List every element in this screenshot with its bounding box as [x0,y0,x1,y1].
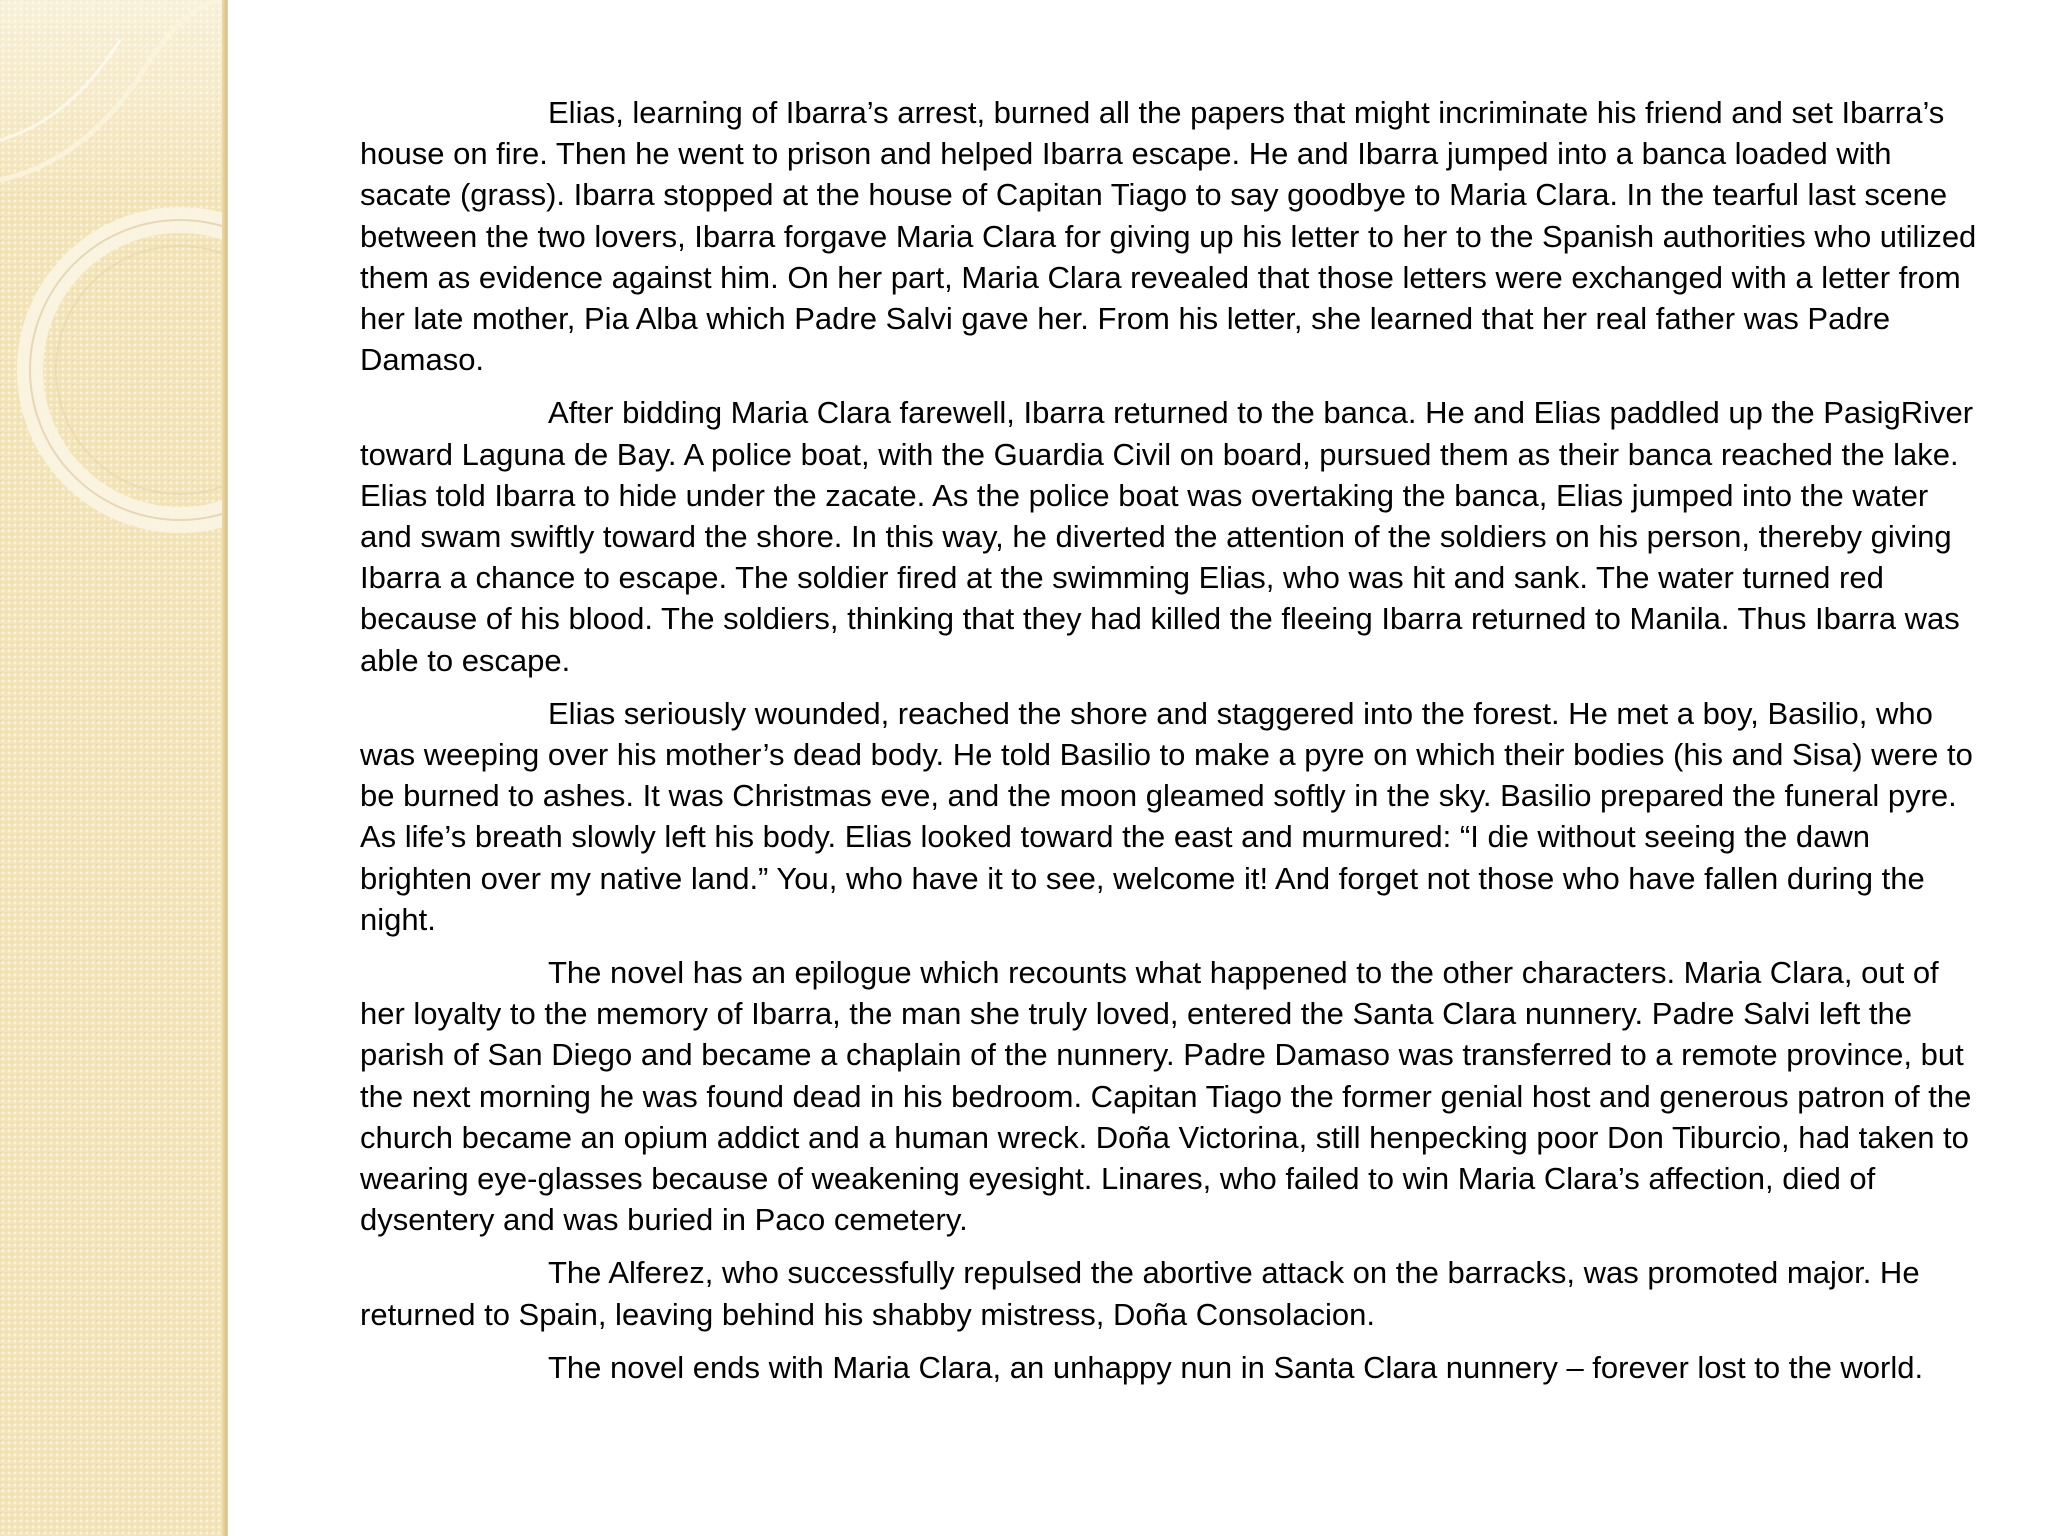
paragraph-alferez: The Alferez, who successfully repulsed the abortive attack on the barracks, was promoted major. He returned to Spain, leaving behind his shabby mistress, Doña Consolacion. [360,1255,1920,1332]
large-ring-decoration [30,220,228,520]
decorative-side-panel [0,0,228,1536]
paragraph-elias-escape: Elias, learning of Ibarra’s arrest, burned all the papers that might incriminate his friend and set Ibarra’s house on fire. Then he went to prison and helped Ibarra escape. He and Ibarra jumped into a banca loaded with sacate (grass). Ibarra stopped at the house of Capitan Tiago to say goodbye to Maria Clara. In the tearful last scene between the two lovers, Ibarra forgave Maria Clara for giving up his letter to her to the Spanish authorities who utilized them as evidence against him. On her part, Maria Clara revealed that those letters were exchanged with a letter from her late mother, Pia Alba which Padre Salvi gave her. From his letter, she learned that her real father was Padre Damaso. [360,95,1977,378]
paragraph-elias-death: Elias seriously wounded, reached the shore and staggered into the forest. He met a boy, Basilio, who was weeping over his mother’s dead body. He told Basilio to make a pyre on which their bodies (his and Sisa) were to be burned to ashes. It was Christmas eve, and the moon gleamed softly in the sky. Basilio prepared the funeral pyre. As life’s breath slowly left his body. Elias looked toward the east and murmured: “I die without seeing the dawn brighten over my native land.” You, who have it to see, welcome it! And forget not those who have fallen during the night. [360,695,1973,937]
paragraph-epilogue: The novel has an epilogue which recounts what happened to the other characters. Maria Clara, out of her loyalty to the memory of Ibarra, the man she truly loved, entered the Santa Clara nunnery. Padre Salvi left the parish of San Diego and became a chaplain of the nunnery. Padre Damaso was transferred to a remote province, but the next morning he was found dead in his bedroom. Capitan Tiago the former genial host and generous patron of the church became an opium addict and a human wreck. Doña Victorina, still henpecking poor Don Tiburcio, had taken to wearing eye-glasses because of weakening eyesight. Linares, who failed to win Maria Clara’s affection, died of dysentery and was buried in Paco cemetery. [360,955,1972,1238]
large-ring-inner-shadow [56,246,228,494]
paragraph-police-boat: After bidding Maria Clara farewell, Ibarra returned to the banca. He and Elias paddled up the PasigRiver toward Laguna de Bay. A police boat, with the Guardia Civil on board, pursued them as their banca reached the lake. Elias told Ibarra to hide under the zacate. As the police boat was overtaking the banca, Elias jumped into the water and swam swiftly toward the shore. In this way, he diverted the attention of the soldiers on his person, thereby giving Ibarra a chance to escape. The soldier fired at the swimming Elias, who was hit and sank. The water turned red because of his blood. The soldiers, thinking that they had killed the fleeing Ibarra returned to Manila. Thus Ibarra was able to escape. [360,395,1974,678]
document-body [360,92,1985,1400]
top-arc-decoration [0,0,228,180]
panel-edge [222,0,228,1536]
decorative-rings [0,0,228,1536]
paragraph-ending: The novel ends with Maria Clara, an unhappy nun in Santa Clara nunnery – forever lost to the world. [548,1349,1924,1385]
